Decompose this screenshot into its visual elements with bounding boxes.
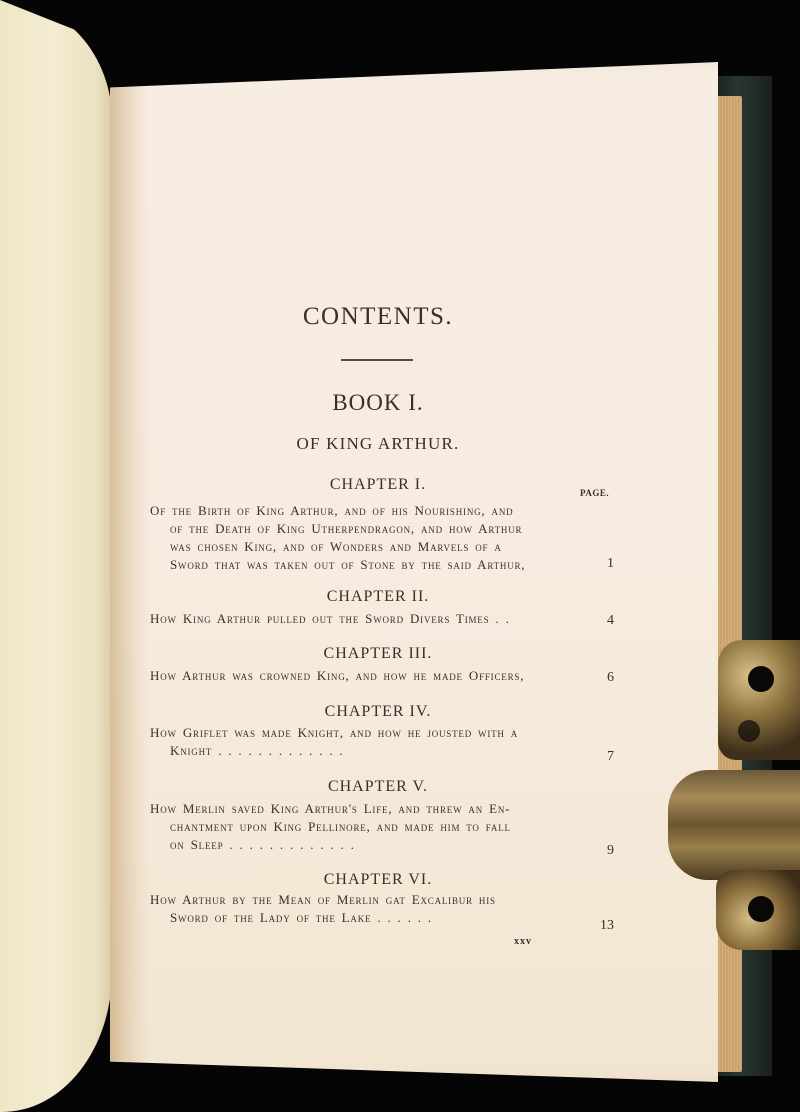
entry-line: Of the Birth of King Arthur, and of his Nourishing, and	[150, 503, 514, 518]
entry-line: on Sleep . . . . . . . . . . . . .	[170, 837, 355, 852]
entry-line: of the Death of King Utherpendragon, and how Arthur	[170, 521, 523, 536]
clasp-bottom-plate	[716, 870, 800, 950]
page-title: CONTENTS.	[302, 303, 454, 330]
chapter-entry	[150, 891, 576, 927]
chapter-entry	[150, 667, 576, 685]
entry-line: Knight . . . . . . . . . . . . .	[170, 743, 344, 758]
entry-line: How Griflet was made Knight, and how he jousted with a	[150, 725, 519, 740]
chapter-entry	[150, 800, 576, 854]
entry-line: How Merlin saved King Arthur's Life, and threw an En-	[150, 801, 511, 816]
entry-line: How Arthur was crowned King, and how he made Officers,	[150, 668, 525, 683]
book-heading: BOOK I.	[332, 390, 424, 415]
book-subtitle: OF KING ARTHUR.	[296, 434, 460, 453]
title-rule	[341, 359, 413, 361]
page-number: 4	[607, 613, 614, 628]
entry-line: chantment upon King Pellinore, and made him to fall	[170, 819, 511, 834]
rivet-hole	[738, 720, 760, 742]
left-page-curl	[0, 0, 112, 1112]
entry-line: How King Arthur pulled out the Sword Divers Times . .	[150, 611, 510, 626]
rivet-hole	[748, 896, 774, 922]
chapter-heading: CHAPTER I.	[329, 476, 427, 493]
chapter-heading: CHAPTER II.	[326, 588, 430, 605]
page-number: 13	[600, 918, 614, 933]
chapter-entry	[150, 610, 576, 628]
chapter-heading: CHAPTER IV.	[324, 703, 432, 720]
chapter-heading: CHAPTER III.	[323, 645, 433, 662]
entry-line: Sword that was taken out of Stone by the said Arthur,	[170, 557, 526, 572]
clasp-hinge	[668, 770, 800, 880]
chapter-heading: CHAPTER V.	[327, 778, 429, 795]
brass-clasp	[668, 640, 800, 950]
entry-line: Sword of the Lady of the Lake . . . . . .	[170, 910, 432, 925]
page-number: 9	[607, 843, 614, 858]
gutter-shadow	[110, 62, 150, 1082]
entry-line: was chosen King, and of Wonders and Marvels of a	[170, 539, 502, 554]
page-number: 7	[607, 749, 614, 764]
chapter-entry	[150, 502, 576, 574]
page-number: 1	[607, 556, 614, 571]
entry-line: How Arthur by the Mean of Merlin gat Excalibur his	[150, 892, 496, 907]
folio-number: xxv	[514, 936, 532, 947]
page-column-label: PAGE.	[580, 488, 610, 498]
chapter-heading: CHAPTER VI.	[323, 871, 433, 888]
chapter-entry	[150, 724, 576, 760]
clasp-top-plate	[718, 640, 800, 760]
rivet-hole	[748, 666, 774, 692]
page-number: 6	[607, 670, 614, 685]
